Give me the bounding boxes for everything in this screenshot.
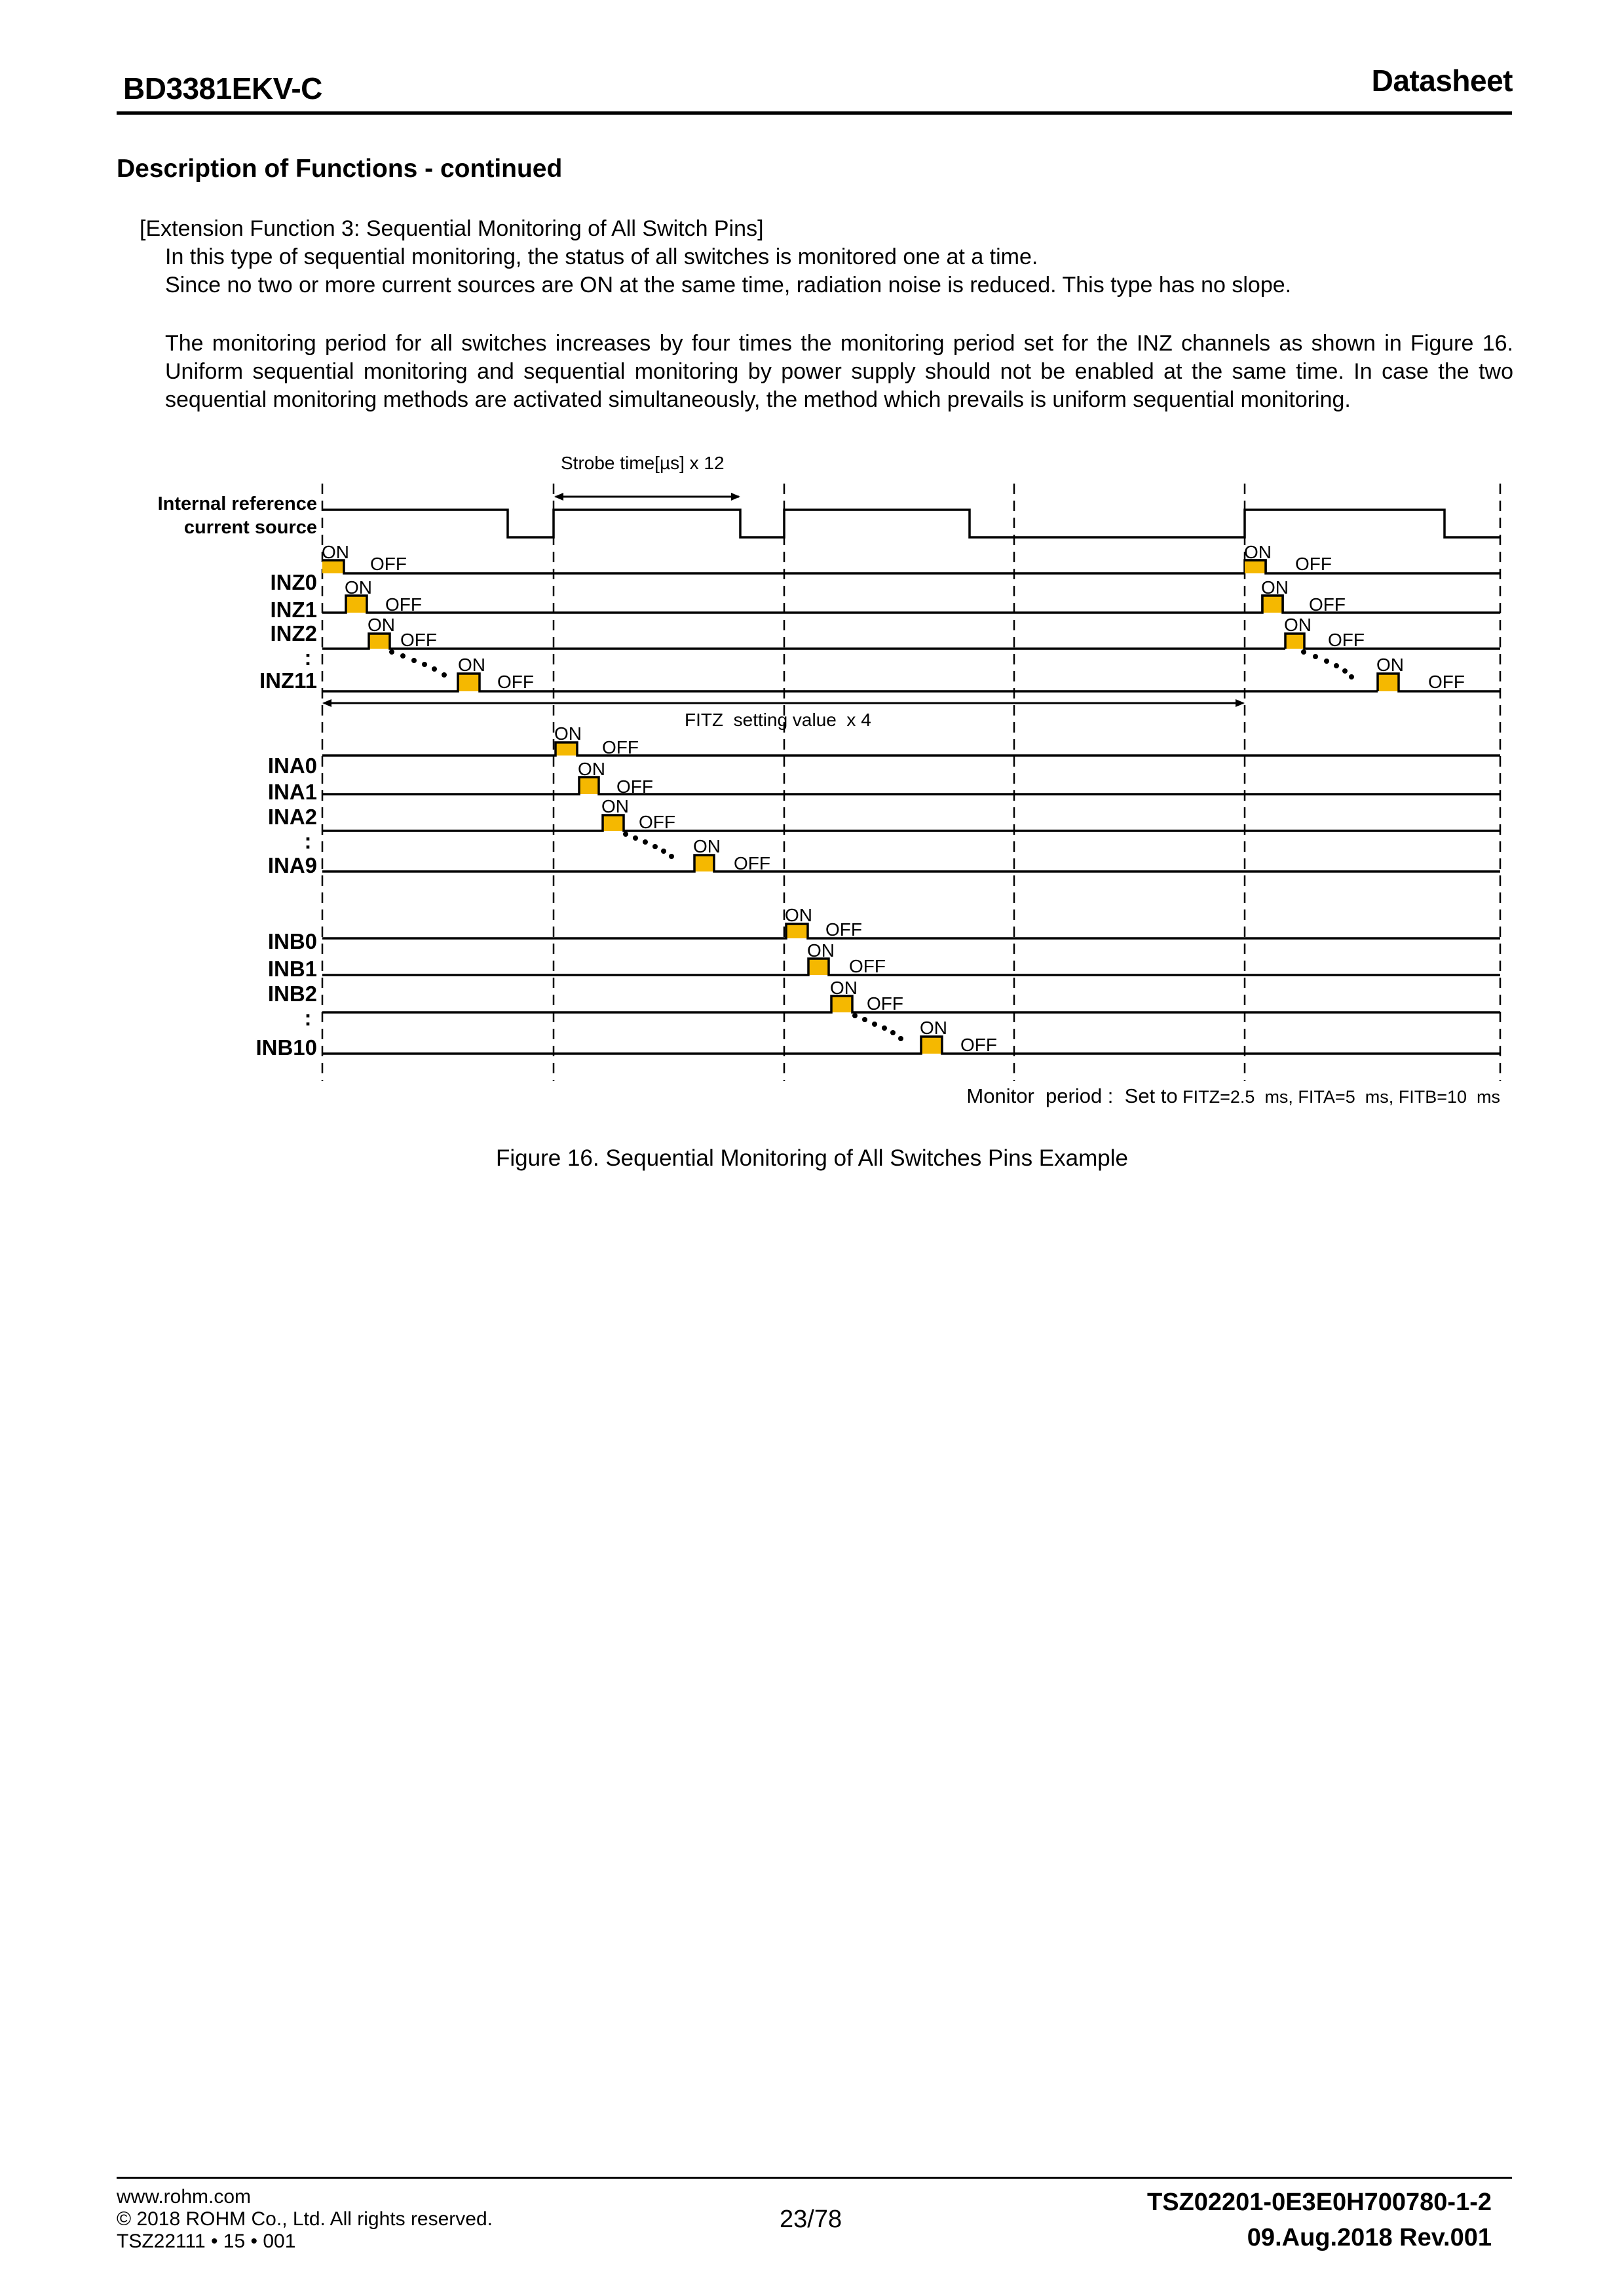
signal-label-inb2: INB2	[267, 982, 317, 1006]
svg-text:OFF: OFF	[867, 993, 903, 1014]
signal-label-inb10: INB10	[255, 1035, 317, 1060]
doc-type: Datasheet	[1371, 64, 1513, 98]
svg-text:OFF: OFF	[639, 812, 675, 832]
svg-text:OFF: OFF	[602, 737, 639, 757]
svg-text:OFF: OFF	[370, 554, 407, 574]
signal-label-inz11: INZ11	[259, 668, 317, 693]
signal-label-ina0: INA0	[267, 754, 317, 778]
svg-text:ON: ON	[578, 759, 605, 779]
part-number: BD3381EKV-C	[123, 71, 322, 105]
inb-group	[255, 905, 1500, 1060]
ina-group	[268, 723, 1500, 877]
footer-rule	[117, 2177, 1512, 2179]
svg-text:ON: ON	[1244, 542, 1272, 562]
svg-text:OFF: OFF	[1428, 672, 1465, 692]
footer-form-code: TSZ22111 • 15 • 001	[117, 2230, 296, 2252]
ref-label-2: current source	[183, 517, 317, 538]
svg-text:OFF: OFF	[1295, 554, 1332, 574]
doc-number: TSZ02201-0E3E0H700780-1-2	[1146, 2189, 1492, 2216]
body-line-2: Since no two or more current sources are ON at the same time, radiation noise is reduced. This type has no slope.	[165, 273, 1292, 297]
timing-diagram	[0, 0, 1624, 1140]
body-paragraph-2: The monitoring period for all switches increases by four times the monitoring period set for the INZ channels as shown in Figure 16. Uniform sequential monitoring and sequential monitoring by power supply should not be enabled at the same time. In case the two sequential monitoring methods are activated simultaneously, the method which prevails is uniform sequential monitoring.	[165, 331, 1513, 412]
svg-text:ON: ON	[458, 655, 485, 675]
inb-ellipsis: :	[304, 1006, 312, 1030]
page-number: 23/78	[780, 2206, 842, 2233]
ina-ellipsis: :	[304, 829, 312, 853]
svg-text:ON: ON	[345, 577, 372, 598]
svg-text:ON: ON	[601, 796, 629, 816]
body-line-1: In this type of sequential monitoring, the status of all switches is monitored one at a time.	[165, 244, 1038, 269]
svg-text:OFF: OFF	[825, 919, 862, 940]
inz-ellipsis: :	[304, 645, 312, 670]
svg-text:OFF: OFF	[1328, 630, 1365, 650]
svg-text:ON: ON	[693, 836, 721, 856]
svg-text:OFF: OFF	[1309, 594, 1346, 615]
fitz-label: FITZ setting value x 4	[685, 710, 871, 730]
footer-copyright: © 2018 ROHM Co., Ltd. All rights reserved.	[117, 2208, 493, 2230]
ref-label-1: Internal reference	[157, 493, 317, 514]
monitor-period-note: Monitor period : Set to FITZ=2.5 ms, FITA=5 ms, FITB=10 ms	[966, 1084, 1500, 1107]
svg-text:OFF: OFF	[385, 594, 422, 615]
svg-text:OFF: OFF	[400, 630, 437, 650]
svg-text:ON: ON	[1261, 577, 1289, 598]
svg-text:ON: ON	[920, 1018, 947, 1038]
ref-waveform	[322, 510, 1500, 537]
svg-text:OFF: OFF	[497, 672, 534, 692]
svg-text:OFF: OFF	[960, 1035, 997, 1055]
svg-text:ON: ON	[554, 723, 582, 744]
svg-text:ON: ON	[785, 905, 812, 925]
svg-text:ON: ON	[1376, 655, 1404, 675]
section-title: Description of Functions - continued	[117, 155, 563, 183]
svg-text:ON: ON	[807, 940, 835, 961]
svg-text:OFF: OFF	[734, 853, 770, 873]
signal-label-ina9: INA9	[267, 853, 317, 877]
svg-text:OFF: OFF	[849, 956, 886, 976]
signal-label-ina1: INA1	[267, 780, 317, 804]
date-revision: 09.Aug.2018 Rev.001	[1247, 2224, 1492, 2251]
svg-text:ON: ON	[368, 615, 395, 635]
figure-caption: Figure 16. Sequential Monitoring of All Switches Pins Example	[496, 1145, 1128, 1171]
signal-label-inz0: INZ0	[270, 570, 317, 594]
footer-url[interactable]: www.rohm.com	[117, 2186, 252, 2208]
svg-text:ON: ON	[322, 542, 349, 562]
inz-group	[259, 542, 1500, 693]
svg-text:ON: ON	[830, 978, 858, 998]
signal-label-inz2: INZ2	[270, 621, 317, 645]
svg-text:OFF: OFF	[616, 776, 653, 797]
strobe-label: Strobe time[µs] x 12	[561, 453, 725, 473]
signal-label-ina2: INA2	[267, 805, 317, 829]
signal-label-inb1: INB1	[267, 957, 317, 981]
signal-label-inb0: INB0	[267, 929, 317, 953]
svg-text:ON: ON	[1284, 615, 1312, 635]
signal-label-inz1: INZ1	[270, 598, 317, 622]
extension-title: [Extension Function 3: Sequential Monitoring of All Switch Pins]	[140, 216, 764, 241]
